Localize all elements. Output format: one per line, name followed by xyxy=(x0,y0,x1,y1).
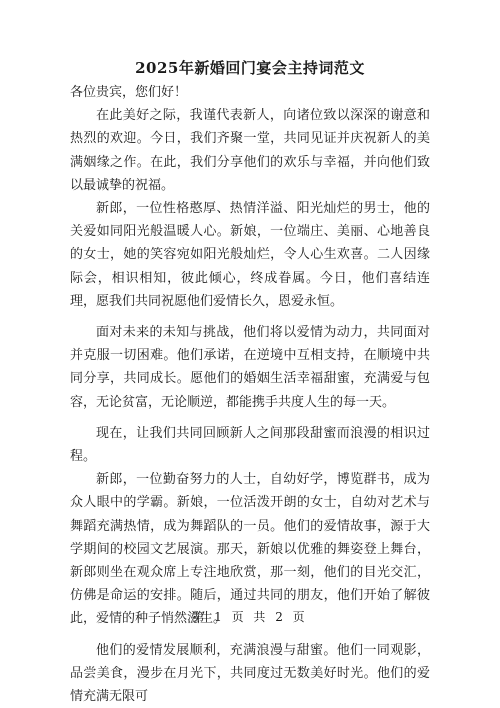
paragraph-romance: 他们的爱情发展顺利，充满浪漫与甜蜜。他们一同观影，品尝美食，漫步在月光下，共同度过无数美好时光。他们的爱情充满无限可 xyxy=(70,642,430,705)
document-title: 2025年新婚回门宴会主持词范文 xyxy=(135,59,365,77)
paragraph-welcome: 在此美好之际，我谨代表新人，向诸位致以深深的谢意和热烈的欢迎。今日，我们齐聚一堂，共同见证并庆祝新人的美满姻缘之作。在此，我们分享他们的欢乐与幸福，并向他们致以最诚挚的祝福。 xyxy=(70,108,430,193)
paragraph-story: 新郎，一位勤奋努力的人士，自幼好学，博览群书，成为众人眼中的学霸。新娘，一位活泼开朗的女士，自幼对艺术与舞蹈充满热情，成为舞蹈队的一员。他们的爱情故事，源于大学期间的校园文艺展演。那天，新娘以优雅的舞姿登上舞台，新郎则坐在观众席上专注地欣赏，那一刻，他们的目光交汇，仿佛是命运的安排。随后，通过共同的朋友，他们开始了解彼此，爱情的种子悄然滋生。 xyxy=(70,472,430,627)
page-footer: 第 1 页 共 2 页 xyxy=(192,610,308,624)
paragraph-future: 面对未来的未知与挑战，他们将以爱情为动力，共同面对并克服一切困难。他们承诺，在逆境中互相支持，在顺境中共同分享，共同成长。愿他们的婚姻生活幸福甜蜜，充满爱与包容，无论贫富，无论顺逆，都能携手共度人生的每一天。 xyxy=(70,325,430,410)
paragraph-review: 现在，让我们共同回顾新人之间那段甜蜜而浪漫的相识过程。 xyxy=(70,425,430,465)
greeting-line: 各位贵宾，您们好！ xyxy=(70,85,188,100)
paragraph-couple-intro: 新郎，一位性格憨厚、热情洋溢、阳光灿烂的男士，他的关爱如同阳光般温暖人心。新娘，一位端庄、美丽、心地善良的女士，她的笑容宛如阳光般灿烂，令人心生欢喜。二人因缘际会，相识相知，彼此倾心，终成眷属。今日，他们喜结连理，愿我们共同祝愿他们爱情长久，恩爱永恒。 xyxy=(70,201,430,309)
